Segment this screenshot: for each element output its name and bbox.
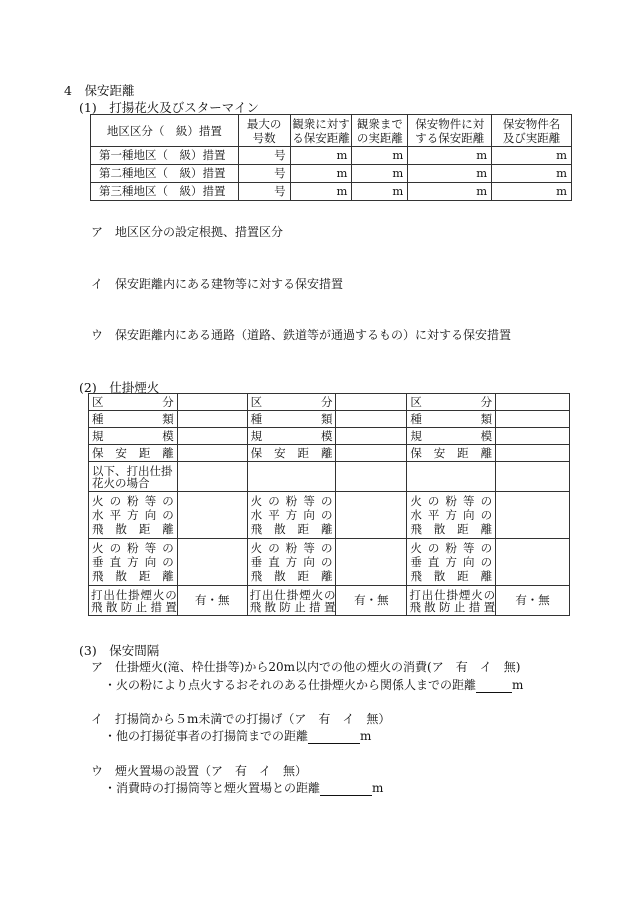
header-cell: 保安物件に対 する保安距離 (408, 115, 492, 147)
fireworks-distance-table (90, 114, 572, 201)
item-i: イ 保安距離内にある建物等に対する保安措置 (91, 277, 344, 291)
header-cell: 保安物件名 及び実距離 (492, 115, 572, 147)
table-cell (336, 462, 407, 492)
table-cell[interactable] (177, 428, 247, 445)
table-cell[interactable] (496, 428, 570, 445)
table-cell[interactable]: m (492, 147, 572, 165)
table-row (89, 539, 570, 586)
label-shurui: 種 類 (407, 411, 496, 428)
table-row (91, 147, 572, 165)
table-row (89, 586, 570, 616)
table-row (91, 183, 572, 201)
umu-choice[interactable]: 有・無 (177, 586, 247, 616)
table-cell (407, 462, 496, 492)
table-cell[interactable] (496, 492, 570, 539)
table-cell[interactable] (177, 411, 247, 428)
sub3-item-i: イ 打揚筒から５m未満での打揚げ（ア 有 イ 無） (91, 712, 391, 726)
table-cell[interactable]: m (290, 165, 352, 183)
table-row (91, 165, 572, 183)
item-a: ア 地区区分の設定根拠、措置区分 (91, 225, 284, 239)
table-row (89, 492, 570, 539)
table-cell[interactable]: m (352, 147, 408, 165)
table-cell (247, 462, 336, 492)
table-cell[interactable]: 号 (238, 165, 290, 183)
table-cell[interactable] (336, 428, 407, 445)
label-suichoku: 火の粉等の 垂直方向の 飛散距離 (407, 539, 496, 586)
blank-line[interactable] (320, 783, 372, 796)
table-cell[interactable] (496, 411, 570, 428)
table-cell[interactable] (177, 394, 247, 411)
section-title: 4 保安距離 (64, 83, 135, 98)
table-cell[interactable] (496, 539, 570, 586)
sub3-item-u-detail: ・消費時の打揚筒等と煙火置場との距離 m (104, 781, 384, 795)
label-kubun: 区 分 (407, 394, 496, 411)
umu-choice[interactable]: 有・無 (336, 586, 407, 616)
table-cell[interactable] (177, 539, 247, 586)
table-row (89, 428, 570, 445)
label-suichoku: 火の粉等の 垂直方向の 飛散距離 (89, 539, 178, 586)
label-suihei: 火の粉等の 水平方向の 飛散距離 (407, 492, 496, 539)
item-u: ウ 保安距離内にある通路（道路、鉄道等が通過するもの）に対する保安措置 (91, 328, 512, 342)
label-kubun: 区 分 (89, 394, 178, 411)
label-kibo: 規 模 (247, 428, 336, 445)
blank-line[interactable] (308, 731, 360, 744)
label-suihei: 火の粉等の 水平方向の 飛散距離 (89, 492, 178, 539)
table-header-row (91, 115, 572, 147)
label-shurui: 種 類 (89, 411, 178, 428)
label-suichoku: 火の粉等の 垂直方向の 飛散距離 (247, 539, 336, 586)
table-cell[interactable] (496, 445, 570, 462)
sub3-item-a-detail: ・火の粉により点火するおそれのある仕掛煙火から関係人までの距離 m (104, 678, 524, 692)
table-cell[interactable]: m (352, 183, 408, 201)
table-row (89, 445, 570, 462)
label-suihei: 火の粉等の 水平方向の 飛散距離 (247, 492, 336, 539)
header-cell: 観衆に対す る保安距離 (290, 115, 352, 147)
table-row (89, 462, 570, 492)
header-cell: 最大の 号数 (238, 115, 290, 147)
table-cell[interactable]: m (290, 183, 352, 201)
label-kibo: 規 模 (89, 428, 178, 445)
table-row (89, 394, 570, 411)
table-cell[interactable]: 号 (238, 183, 290, 201)
label-boshi: 打出仕掛煙火の 飛散防止措置 (247, 586, 336, 616)
table-cell[interactable]: m (492, 165, 572, 183)
table-cell[interactable]: m (492, 183, 572, 201)
label-boshi: 打出仕掛煙火の 飛散防止措置 (407, 586, 496, 616)
sub3-item-i-detail: ・他の打揚従事者の打揚筒までの距離 m (104, 729, 372, 743)
label-hoan: 保安距離 (247, 445, 336, 462)
sub1-title: (1) 打揚花火及びスターマイン (79, 100, 259, 115)
table-cell[interactable] (336, 411, 407, 428)
table-cell[interactable] (177, 445, 247, 462)
table-row (89, 411, 570, 428)
table-cell[interactable]: m (408, 147, 492, 165)
table-cell (177, 462, 247, 492)
label-kubun: 区 分 (247, 394, 336, 411)
sub3-item-a: ア 仕掛煙火(滝、枠仕掛等)から20m以内での他の煙火の消費(ア 有 イ 無) (91, 660, 521, 674)
table-cell[interactable]: m (290, 147, 352, 165)
table-cell[interactable] (496, 394, 570, 411)
row-label: 第二種地区（ 級）措置 (91, 165, 239, 183)
table-cell[interactable] (336, 492, 407, 539)
label-ika: 以下、打出仕掛 花火の場合 (89, 462, 178, 492)
label-shurui: 種 類 (247, 411, 336, 428)
table-cell[interactable]: m (352, 165, 408, 183)
sub3-title: (3) 保安間隔 (79, 643, 160, 658)
table-cell[interactable]: m (408, 183, 492, 201)
sub2-title: (2) 仕掛煙火 (79, 380, 160, 395)
table-cell (496, 462, 570, 492)
table-cell[interactable] (336, 445, 407, 462)
table-cell[interactable] (336, 539, 407, 586)
set-piece-fireworks-table (88, 393, 570, 616)
label-hoan: 保安距離 (89, 445, 178, 462)
row-label: 第三種地区（ 級）措置 (91, 183, 239, 201)
label-kibo: 規 模 (407, 428, 496, 445)
table-cell[interactable]: 号 (238, 147, 290, 165)
table-cell[interactable] (177, 492, 247, 539)
label-hoan: 保安距離 (407, 445, 496, 462)
sub3-item-u: ウ 煙火置場の設置（ア 有 イ 無） (91, 764, 308, 778)
header-cell: 地区区分（ 級）措置 (91, 115, 239, 147)
row-label: 第一種地区（ 級）措置 (91, 147, 239, 165)
table-cell[interactable] (336, 394, 407, 411)
umu-choice[interactable]: 有・無 (496, 586, 570, 616)
label-boshi: 打出仕掛煙火の 飛散防止措置 (89, 586, 178, 616)
header-cell: 観衆まで の実距離 (352, 115, 408, 147)
blank-line[interactable] (476, 680, 512, 693)
table-cell[interactable]: m (408, 165, 492, 183)
